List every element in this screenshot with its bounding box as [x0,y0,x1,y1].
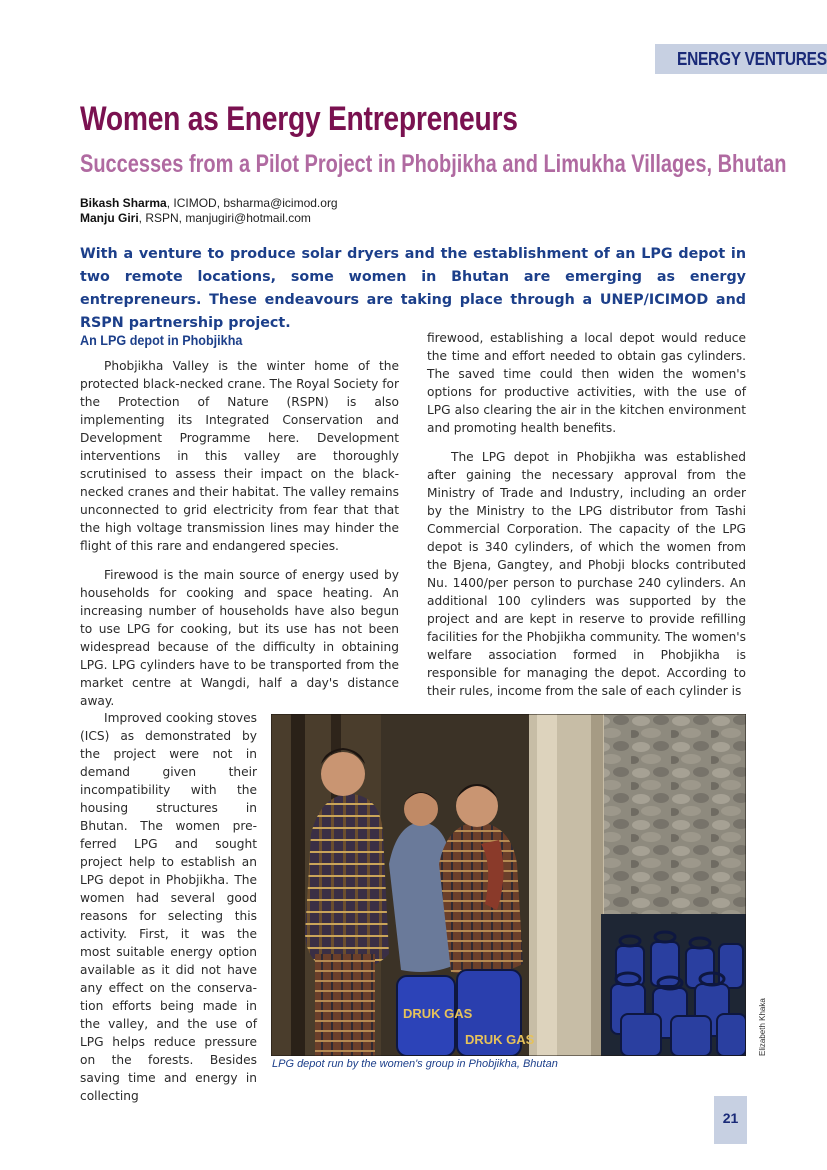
section-heading: An LPG depot in Phobjikha [80,332,243,348]
section-tag [655,44,827,74]
body-paragraph: firewood, establishing a local depot would reduce the time and effort needed to obtain gas cylinders. The saved time could then widen the women's options for productive activities, with the use of LPG also clearing the air in the kitchen environment and promoting health benefits. [427,331,746,435]
lead-paragraph: With a venture to produce solar dryers and the establishment of an LPG depot in two remote locations, some women in Bhutan are emerging as energy entrepreneurs. These endeavours are taking place through a UNEP/ICIMOD and RSPN partnership project. [80,246,746,331]
body-paragraph: The LPG depot in Phobjikha was established after gaining the necessary approval from the Ministry of Trade and Industry, including an order by the Ministry to the LPG distributor from Tashi Commercial Corporation. The capacity of the LPG depot is 340 cylinders, of which the women from the Bjena, Gangtey, and Phobji blocks contributed Nu. 1400/per person to purchase 240 cylinders. An additional 100 cylinders was supported by the project and are kept in reserve to provide refilling facilities for the Phobjikha community. The women's welfare association formed in Phobjikha is responsible for managing the depot. According to their rules, income from the sale of each cylinder is [427,450,746,698]
author-details: , RSPN, manjugiri@hotmail.com [138,211,311,225]
article-title: Women as Energy Entrepreneurs [80,100,518,138]
author-details: , ICIMOD, bsharma@icimod.org [166,196,338,210]
author-list [80,196,338,226]
page-number: 21 [722,1110,739,1126]
photo-caption: LPG depot run by the women's group in Phobjikha, Bhutan [272,1058,558,1070]
body-paragraph: Improved cooking stoves (ICS) as demonstrated by the project were not in demand given their incompatibility with the housing structures in Bhutan. The women pre-ferred LPG and sought project help to establish an LPG depot in Phobjikha. The women had several good reasons for selecting this activity. First, it was the most suitable energy option available as it did not have any effect on the conserva-tion efforts being made in the valley, and the use of LPG helps reduce pressure on the forests. Besides saving time and energy in collecting [80,711,257,1103]
depot-photo [271,714,746,1056]
body-paragraph: Firewood is the main source of energy used by households for cooking and space heating. An increasing number of households have also begun to use LPG for cooking, but its use has not been widespread because of the difficulty in obtaining LPG. LPG cylinders have to be transported from the market centre at Wangdi, half a day's distance away. [80,568,399,708]
article-subtitle: Successes from a Pilot Project in Phobjikha and Limukha Villages, Bhutan [80,150,787,178]
author-line [80,211,338,226]
left-column [80,331,399,710]
author-name: Bikash Sharma [80,196,167,210]
body-paragraph: Phobjikha Valley is the winter home of the protected black-necked crane. The Royal Society for the Protection of Nature (RSPN) is also implementing its Integrated Conservation and Development Programme here. Development interventions in this valley are thoroughly scrutinised to assess their impact on the black-necked cranes and their habitat. The valley remains unconnected to grid electricity from fear that that the high voltage transmission lines may hinder the flight of this rare and endangered species. [80,359,399,553]
cylinder-label: DRUK GAS [403,1006,473,1021]
depot-photo-illustration [271,714,746,1056]
cylinder-label: DRUK GAS [465,1032,535,1047]
right-column [427,329,746,700]
author-line [80,196,338,211]
narrow-column [80,709,257,1105]
photo-credit: Elizabeth Khaka [758,998,767,1056]
author-name: Manju Giri [80,211,139,225]
section-tag-label: ENERGY VENTURES [677,49,827,69]
page-number-box [714,1096,747,1144]
